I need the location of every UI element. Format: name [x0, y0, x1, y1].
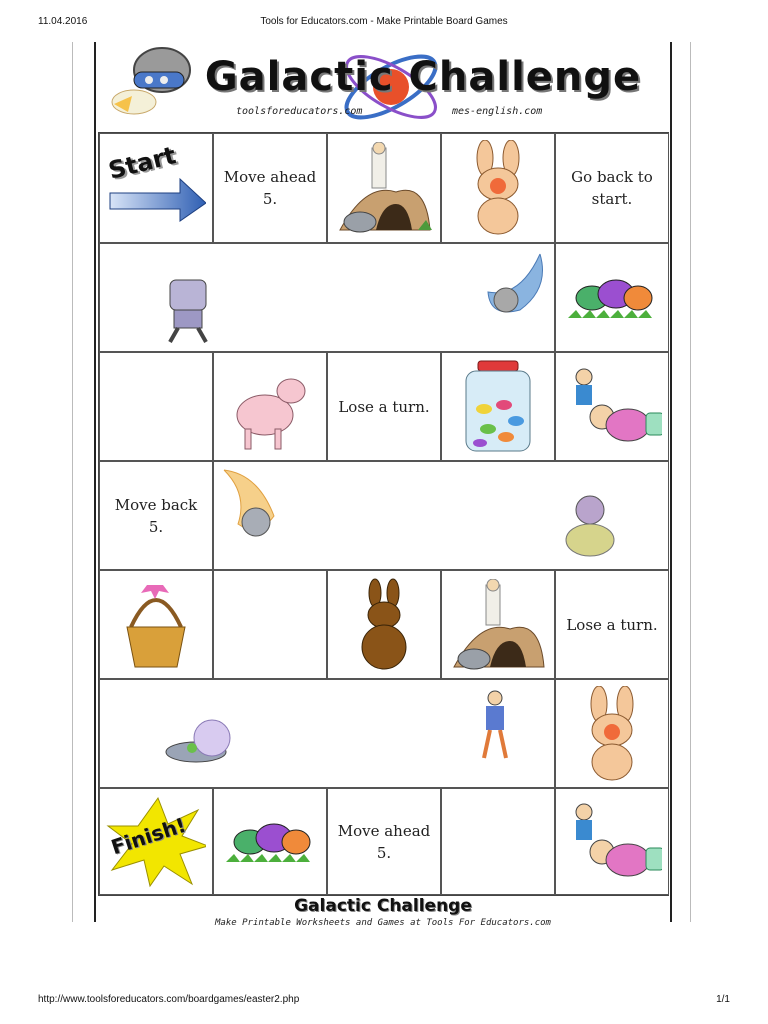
- square-r3c3: [327, 352, 441, 461]
- square-r7c5: [555, 788, 669, 895]
- square-r5c5: [555, 570, 669, 679]
- game-sheet: [96, 42, 670, 932]
- easter-basket-clipart: [121, 577, 191, 673]
- square-r5c4: [441, 570, 555, 679]
- path-segment-r2: [99, 243, 555, 352]
- square-r2c5: [555, 243, 669, 352]
- print-page-number: 1/1: [716, 994, 730, 1005]
- chocolate-bunny-clipart: [349, 577, 419, 673]
- bunny-clipart: [567, 686, 657, 782]
- banner-title: Galactic Challenge: [204, 54, 642, 100]
- spaceship-clipart: [104, 42, 194, 122]
- square-text: Lose a turn.: [566, 615, 658, 634]
- banner-subtitle-left: toolsforeducators.com: [236, 106, 363, 117]
- banner: [96, 42, 670, 132]
- print-page-title: Tools for Educators.com - Make Printable Board Games: [260, 16, 508, 27]
- easter-eggs-clipart: [222, 812, 318, 872]
- jellybean-jar-clipart: [458, 359, 538, 455]
- square-r1c4: [441, 133, 555, 243]
- square-text: Go back to start.: [571, 168, 653, 208]
- egg-hunt-kids-clipart: [562, 796, 662, 888]
- square-r3c4: [441, 352, 555, 461]
- print-header: [38, 16, 730, 30]
- tomb-clipart: [336, 142, 432, 234]
- ufo-clipart: [156, 712, 236, 778]
- print-footer: [38, 994, 730, 1008]
- square-r7c2: [213, 788, 327, 895]
- square-r5c3: [327, 570, 441, 679]
- square-text: Move back 5.: [114, 495, 198, 536]
- square-r3c1: [99, 352, 213, 461]
- square-r3c5: [555, 352, 669, 461]
- page-margin-line-right-outer: [690, 42, 691, 922]
- square-text: Move ahead 5.: [223, 168, 317, 208]
- robot-clipart: [156, 274, 220, 344]
- square-r7c3: [327, 788, 441, 895]
- finish-square: [99, 788, 213, 895]
- start-label: Start: [105, 141, 179, 185]
- egg-hunt-kids-clipart: [562, 361, 662, 453]
- square-text: Move ahead 5.: [337, 821, 431, 862]
- print-url: http://www.toolsforeducators.com/boardgames/easter2.php: [38, 994, 300, 1005]
- path-segment-r6: [99, 679, 555, 788]
- square-r6c5: [555, 679, 669, 788]
- finish-label: Finish!: [108, 812, 189, 860]
- easter-eggs-clipart: [564, 268, 660, 328]
- start-square: [99, 133, 213, 243]
- tomb-clipart: [450, 579, 546, 671]
- bunny-clipart: [453, 140, 543, 236]
- square-r1c3: [327, 133, 441, 243]
- space-girl-clipart: [470, 688, 520, 764]
- footer-banner-subtitle: Make Printable Worksheets and Games at Tools For Educators.com: [215, 918, 551, 928]
- alien-clipart: [560, 490, 620, 560]
- square-r5c1: [99, 570, 213, 679]
- meteor-clipart: [218, 464, 288, 544]
- page-margin-line-left-outer: [72, 42, 73, 922]
- print-date: 11.04.2016: [38, 16, 88, 27]
- square-r3c2: [213, 352, 327, 461]
- square-r1c2: [213, 133, 327, 243]
- lamb-clipart: [225, 361, 315, 453]
- banner-subtitle-right: mes-english.com: [452, 106, 543, 117]
- game-board: [98, 132, 669, 896]
- footer-banner-title: Galactic Challenge: [294, 896, 472, 916]
- square-r7c4: [441, 788, 555, 895]
- square-r5c2: [213, 570, 327, 679]
- path-segment-r4: [213, 461, 669, 570]
- square-r4c1: [99, 461, 213, 570]
- comet-clipart: [480, 248, 552, 324]
- square-r1c5: [555, 133, 669, 243]
- square-text: Lose a turn.: [338, 397, 430, 416]
